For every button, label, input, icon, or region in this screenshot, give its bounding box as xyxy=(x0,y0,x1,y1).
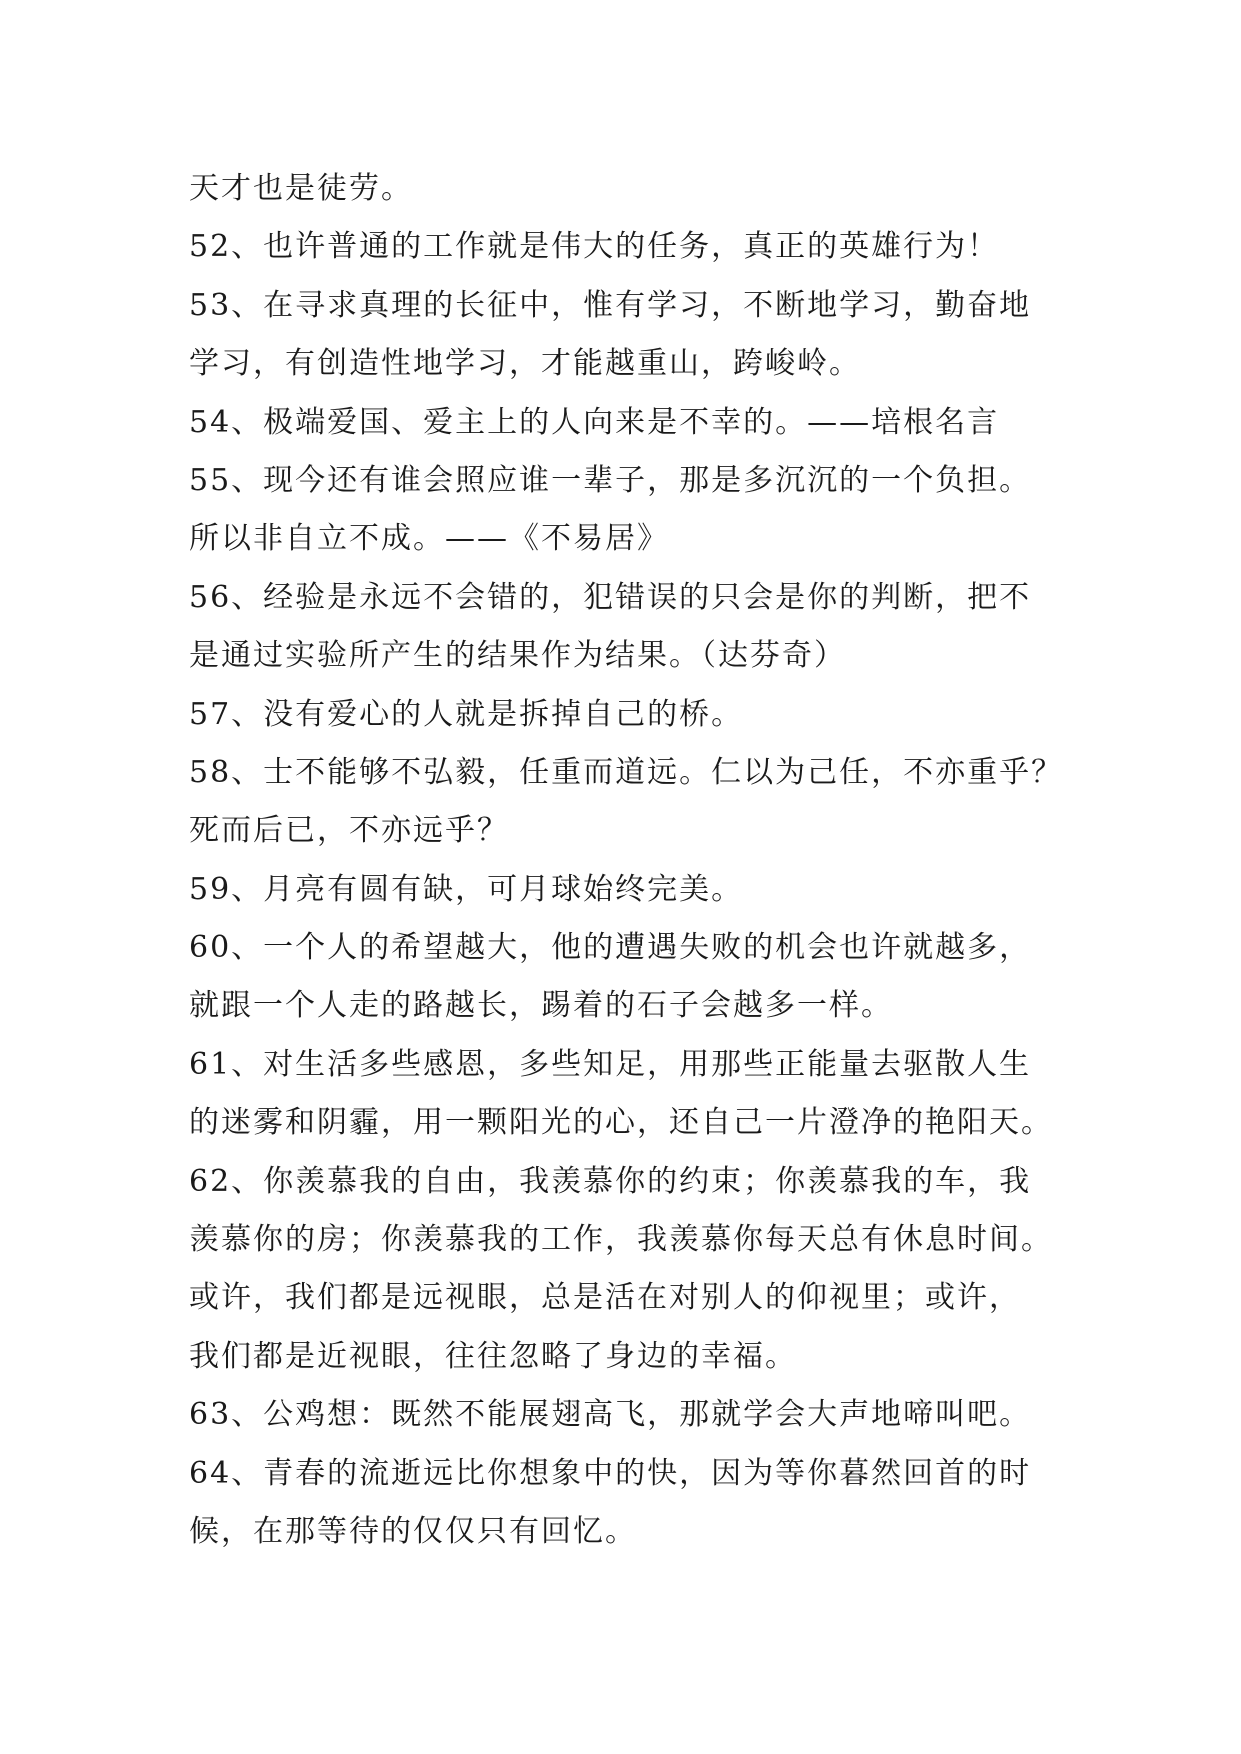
text-line: 就跟一个人走的路越长，踢着的石子会越多一样。 xyxy=(189,988,893,1024)
text-line: 所以非自立不成。——《不易居》 xyxy=(189,521,669,557)
text-line: 63、公鸡想：既然不能展翅高飞，那就学会大声地啼叫吧。 xyxy=(189,1397,1032,1433)
text-line: 60、一个人的希望越大，他的遭遇失败的机会也许就越多， xyxy=(189,930,1032,966)
text-line: 55、现今还有谁会照应谁一辈子，那是多沉沉的一个负担。 xyxy=(189,462,1032,498)
text-line: 羡慕你的房；你羡慕我的工作，我羡慕你每天总有休息时间。 xyxy=(189,1222,1053,1258)
text-line: 53、在寻求真理的长征中，惟有学习，不断地学习，勤奋地 xyxy=(189,287,1032,323)
text-line: 62、你羡慕我的自由，我羡慕你的约束；你羡慕我的车，我 xyxy=(189,1163,1032,1199)
document-body xyxy=(189,160,1089,1561)
text-line: 死而后已，不亦远乎？ xyxy=(189,813,509,849)
text-line: 天才也是徒劳。 xyxy=(189,171,413,206)
text-line: 59、月亮有圆有缺，可月球始终完美。 xyxy=(189,871,744,907)
text-line: 是通过实验所产生的结果作为结果。（达芬奇） xyxy=(189,638,846,674)
text-line: 52、也许普通的工作就是伟大的任务，真正的英雄行为！ xyxy=(189,229,1000,265)
text-line: 学习，有创造性地学习，才能越重山，跨峻岭。 xyxy=(189,346,861,382)
text-line: 57、没有爱心的人就是拆掉自己的桥。 xyxy=(189,696,744,732)
text-line: 54、极端爱国、爱主上的人向来是不幸的。——培根名言 xyxy=(189,404,1000,440)
text-line: 56、经验是永远不会错的，犯错误的只会是你的判断，把不 xyxy=(189,579,1032,615)
text-line: 61、对生活多些感恩，多些知足，用那些正能量去驱散人生 xyxy=(189,1046,1032,1082)
text-line: 的迷雾和阴霾，用一颗阳光的心，还自己一片澄净的艳阳天。 xyxy=(189,1105,1053,1141)
text-line: 64、青春的流逝远比你想象中的快，因为等你暮然回首的时 xyxy=(189,1455,1032,1491)
text-line: 58、士不能够不弘毅，任重而道远。仁以为己任，不亦重乎？ xyxy=(189,754,1064,790)
text-line: 或许，我们都是远视眼，总是活在对别人的仰视里；或许， xyxy=(189,1280,1021,1316)
text-line: 我们都是近视眼，往往忽略了身边的幸福。 xyxy=(189,1338,797,1374)
text-line: 候，在那等待的仅仅只有回忆。 xyxy=(189,1513,637,1549)
